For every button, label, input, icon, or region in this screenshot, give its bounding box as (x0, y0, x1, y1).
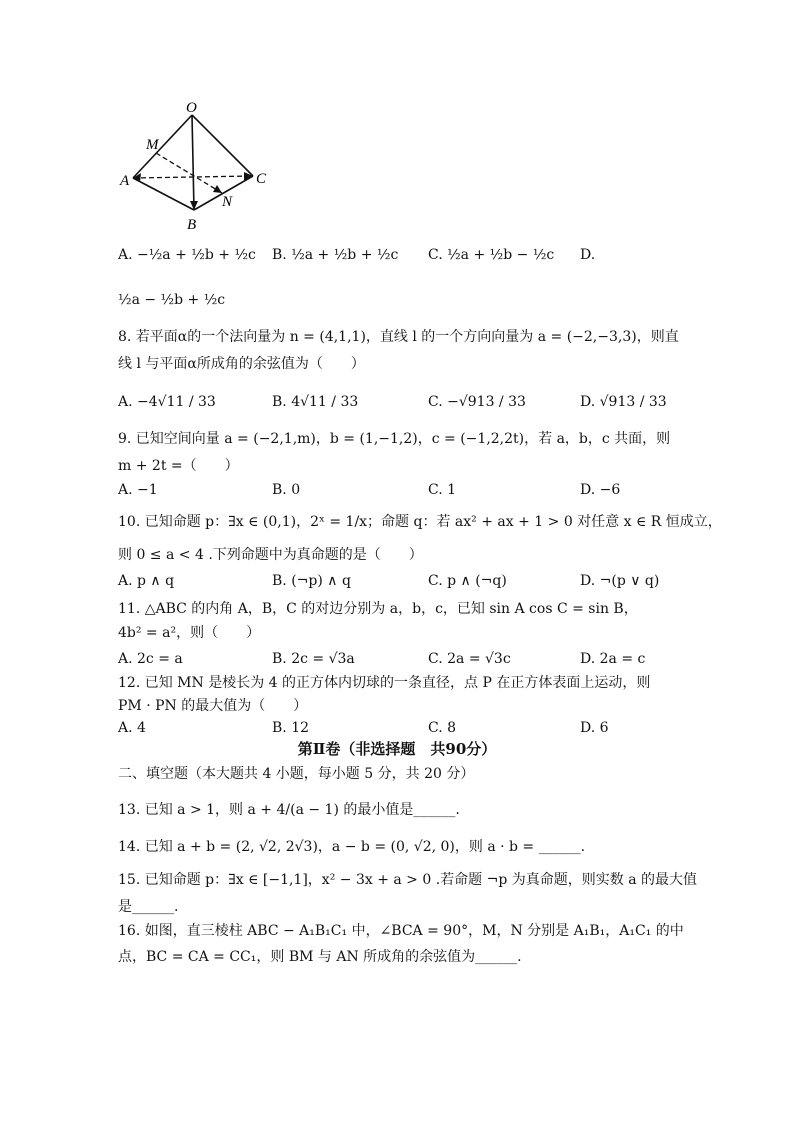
q12-option-c[interactable]: C. 8 (428, 720, 457, 736)
q14-stem: 14. 已知 a + b = (2, √2, 2√3)，a − b = (0, √2, 0)，则 a · b = ______. (118, 839, 586, 855)
q7-option-b[interactable]: B. ½a + ½b + ½c (272, 247, 399, 263)
q9-stem-line2: m + 2t =（ ） (118, 458, 239, 474)
q8-option-c[interactable]: C. −√913 / 33 (428, 394, 526, 410)
q16-stem-line1: 16. 如图，直三棱柱 ABC − A₁B₁C₁ 中，∠BCA = 90°，M，N 分别是 A₁B₁，A₁C₁ 的中 (118, 923, 684, 939)
tetrahedron-figure (118, 98, 278, 236)
q11-option-d[interactable]: D. 2a = c (580, 651, 646, 667)
edge-OA (133, 115, 192, 178)
q12-stem-line1: 12. 已知 MN 是棱长为 4 的正方体内切球的一条直径，点 P 在正方体表面上运动，则 (118, 675, 651, 691)
q7-option-a[interactable]: A. −½a + ½b + ½c (118, 247, 256, 263)
segment-MN-dashed (156, 153, 222, 193)
q8-option-a[interactable]: A. −4√11 / 33 (118, 394, 216, 410)
q10-option-c[interactable]: C. p ∧ (¬q) (428, 573, 507, 589)
arrow-head-C (244, 172, 253, 181)
q13-stem: 13. 已知 a > 1，则 a + 4/(a − 1) 的最小值是______. (118, 802, 460, 818)
q8-option-b[interactable]: B. 4√11 / 33 (272, 394, 359, 410)
q11-stem-line2: 4b² = a²，则（ ） (118, 625, 261, 641)
q15-stem-line2: 是______. (118, 899, 179, 915)
q9-option-d[interactable]: D. −6 (580, 482, 621, 498)
label-B: B (187, 217, 197, 233)
q8-option-d[interactable]: D. √913 / 33 (580, 394, 667, 410)
q10-option-b[interactable]: B. (¬p) ∧ q (272, 573, 351, 589)
q12-stem-line2: PM · PN 的最大值为（ ） (118, 698, 308, 714)
q11-stem-line1: 11. △ABC 的内角 A，B，C 的对边分别为 a，b，c，已知 sin A cos C = sin B， (118, 601, 638, 617)
q12-option-b[interactable]: B. 12 (272, 720, 310, 736)
q7-option-d-label[interactable]: D. (580, 247, 596, 263)
part2-title: 第Ⅱ卷（非选择题 共90分） (297, 740, 497, 758)
q11-option-b[interactable]: B. 2c = √3a (272, 651, 355, 667)
label-C: C (256, 171, 267, 187)
q7-option-d[interactable]: ½a − ½b + ½c (118, 292, 226, 308)
edge-AB (133, 178, 194, 210)
q15-stem-line1: 15. 已知命题 p：∃x ∈ [−1,1]，x² − 3x + a > 0 .若命题 ¬p 为真命题，则实数 a 的最大值 (118, 872, 697, 888)
q11-option-a[interactable]: A. 2c = a (118, 651, 183, 667)
q10-stem-line1: 10. 已知命题 p：∃x ∈ (0,1)，2ˣ = 1/x；命题 q：若 ax² + ax + 1 > 0 对任意 x ∈ R 恒成立， (118, 514, 722, 530)
edge-OB (192, 115, 194, 210)
q7-option-c[interactable]: C. ½a + ½b − ½c (428, 247, 555, 263)
label-O: O (186, 100, 197, 116)
q9-option-c[interactable]: C. 1 (428, 482, 457, 498)
q12-option-d[interactable]: D. 6 (580, 720, 609, 736)
label-A: A (120, 173, 130, 189)
edge-OC (192, 115, 253, 176)
part2-subtitle: 二、填空题（本大题共 4 小题，每小题 5 分，共 20 分） (118, 766, 475, 782)
q12-option-a[interactable]: A. 4 (118, 720, 146, 736)
q10-option-a[interactable]: A. p ∧ q (118, 573, 175, 589)
q10-stem-line2: 则 0 ≤ a < 4 .下列命题中为真命题的是（ ） (118, 547, 423, 563)
q8-stem-line2: 线 l 与平面α所成角的余弦值为（ ） (118, 356, 365, 372)
q11-option-c[interactable]: C. 2a = √3c (428, 651, 511, 667)
q9-option-a[interactable]: A. −1 (118, 482, 158, 498)
label-N: N (222, 194, 233, 210)
q9-option-b[interactable]: B. 0 (272, 482, 301, 498)
q8-stem-line1: 8. 若平面α的一个法向量为 n = (4,1,1)，直线 l 的一个方向向量为 a = (−2,−3,3)，则直 (118, 329, 679, 345)
q9-stem-line1: 9. 已知空间向量 a = (−2,1,m)，b = (1,−1,2)，c = (−1,2,2t)，若 a，b，c 共面，则 (118, 431, 671, 447)
q10-option-d[interactable]: D. ¬(p ∨ q) (580, 573, 660, 589)
label-M: M (146, 137, 159, 153)
q16-stem-line2: 点，BC = CA = CC₁，则 BM 与 AN 所成角的余弦值为______. (118, 949, 522, 965)
